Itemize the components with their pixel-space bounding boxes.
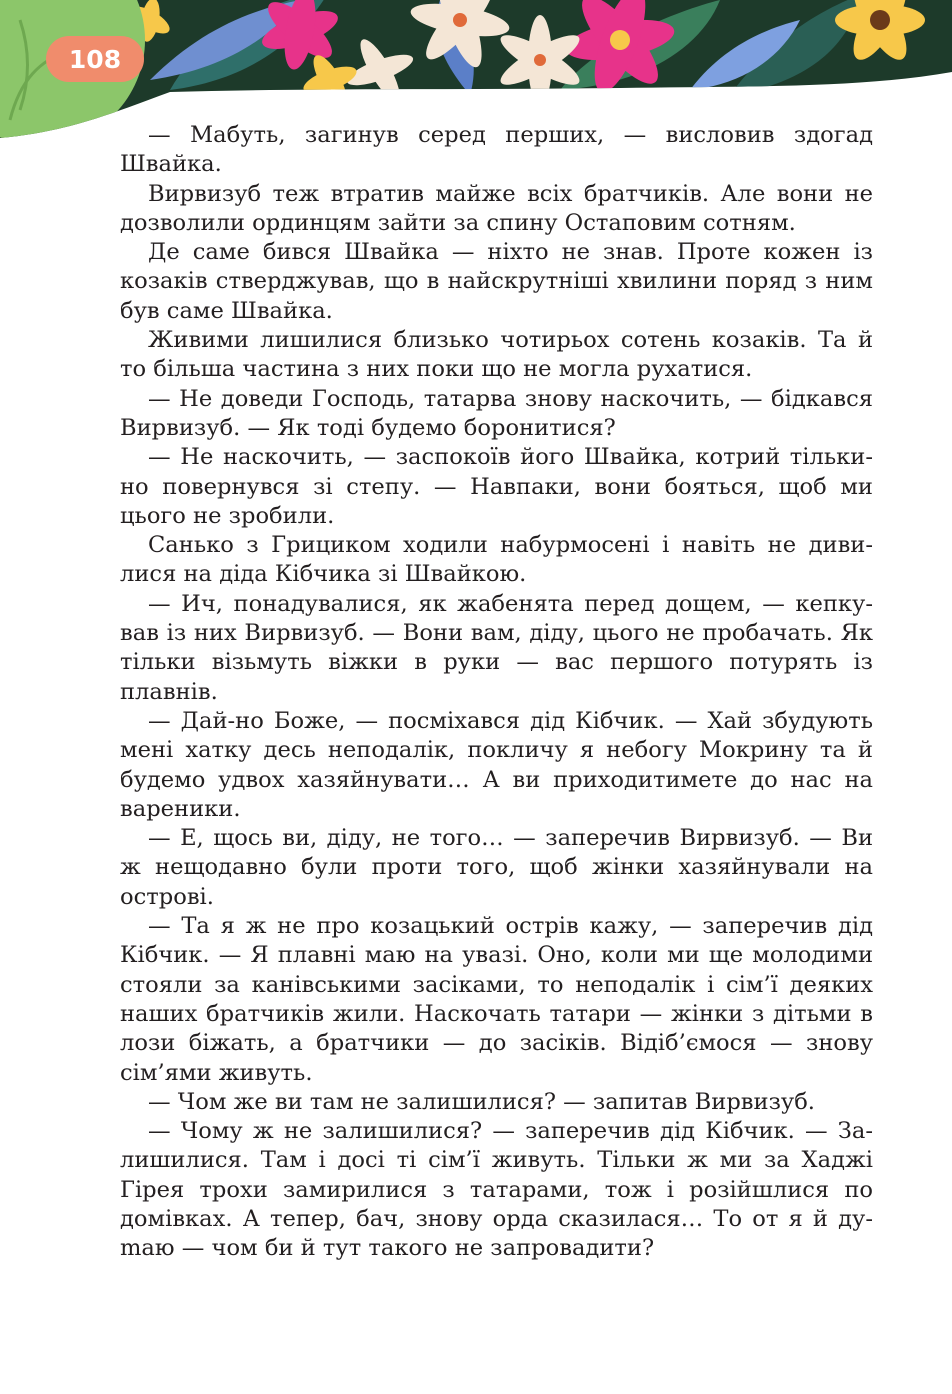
paragraph: Живими лишилися близько чотирьох сотень козаків. Та й то більша частина з них поки що не могла рухатися. xyxy=(120,327,873,383)
page-number: 108 xyxy=(68,44,122,74)
floral-header-illustration xyxy=(0,0,952,140)
paragraph: — Чом же ви там не залишилися? — запитав Вирвизуб. xyxy=(148,1088,815,1115)
paragraph: — Мабуть, загинув серед перших, — висловив здогад Швайка. xyxy=(120,122,873,178)
paragraph: — Не доведи Господь, татарва знову наскочить, — бідкався Вирвизуб. — Як тоді будемо боронитися? xyxy=(120,385,873,441)
paragraph: — Ич, понадувалися, як жабенята перед дощем, — кепкував із них Вирвизуб. — Вони вам, діду, цього не пробачать. Як тільки візьмуть віжки в руки — вас першого потурять із плавнів. xyxy=(120,590,873,705)
paragraph: — Не наскочить, — заспокоїв його Швайка, котрий тількино повернувся зі степу. — Навпаки, вони бояться, щоб ми цього не зробили. xyxy=(120,444,873,529)
page-number-badge xyxy=(46,36,144,82)
paragraph: Санько з Грициком ходили набурмосені і навіть не дивилися на діда Кібчика зі Швайкою. xyxy=(120,532,873,588)
paragraph: Вирвизуб теж втратив майже всіх братчиків. Але вони не дозволили ординцям зайти за спину Остаповим сотням. xyxy=(120,180,873,236)
paragraph: — Та я ж не про козацький острів кажу, — заперечив дід Кібчик. — Я плавні маю на увазі. Оно, коли ми ще молодими стояли за канівськими засіками, то неподалік і сім’ї деяких наших братчиків жили. Наскочать татари — жінки з дітьми в лози біжать, а братчики — до засіків. Відіб’ємося — знову сім’ями живуть. xyxy=(120,913,873,1086)
story-text xyxy=(120,121,873,1264)
paragraph: — Дай-но Боже, — посміхався дід Кібчик. — Хай збудують мені хатку десь неподалік, покличу я небогу Мокрину та й будемо удвох хазяйнувати… А ви приходитимете до нас на вареники. xyxy=(120,707,873,822)
paragraph: Де саме бився Швайка — ніхто не знав. Проте кожен із козаків стверджував, що в найскрутніші хвилини поряд з ним був саме Швайка. xyxy=(120,239,873,324)
paragraph: — Чому ж не залишилися? — заперечив дід Кібчик. — Залишилися. Там і досі ті сім’ї живуть. Тільки ж ми за Хаджі Гірея трохи замирилися з татарами, тож і розійшлися по домівках. А тепер, бач, знову орда сказилася… То от я й дуmаю — чом би й тут такого не запровадити? xyxy=(120,1118,873,1262)
paragraph: — Е, щось ви, діду, не того… — заперечив Вирвизуб. — Ви ж нещодавно були проти того, щоб жінки хазяйнували на острові. xyxy=(120,825,873,910)
